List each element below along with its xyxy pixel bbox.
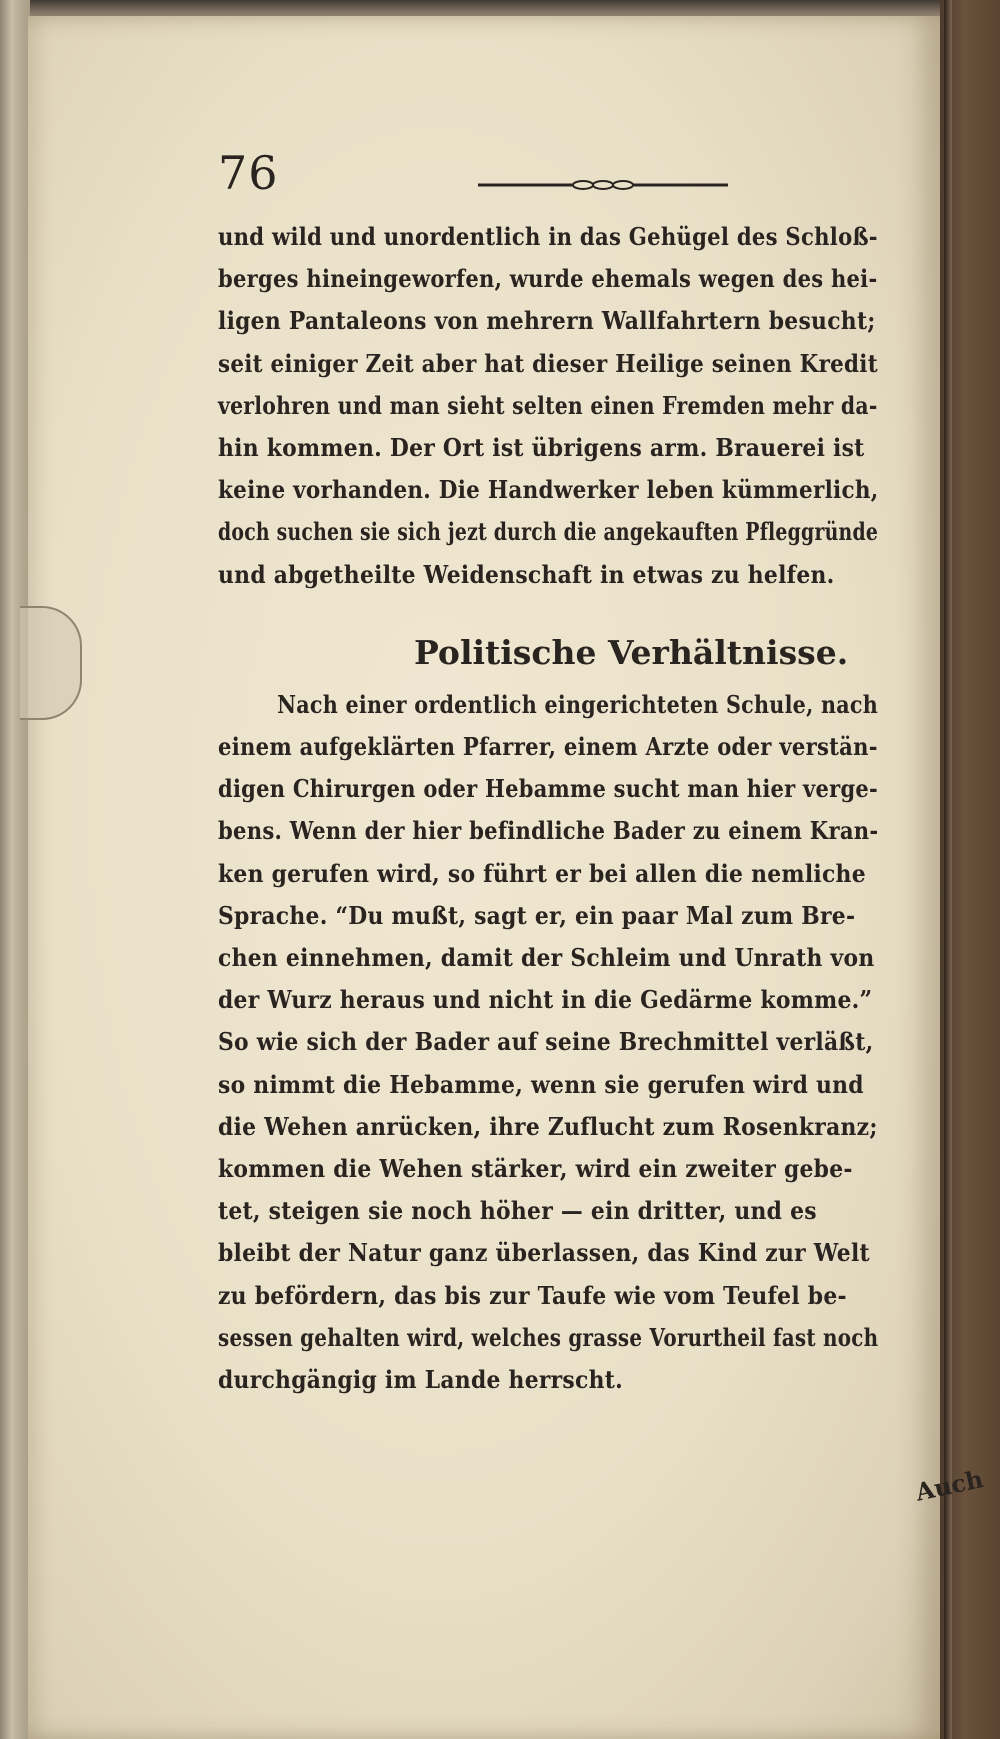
text-line: einem aufgeklärten Pfarrer, einem Arzte oder verstän- <box>218 732 878 762</box>
text-line: seit einiger Zeit aber hat dieser Heilige seinen Kredit <box>218 348 878 378</box>
text-line: verlohren und man sieht selten einen Fremden mehr da- <box>218 390 878 420</box>
paragraph-2 <box>218 684 958 1401</box>
paragraph-1 <box>218 216 958 596</box>
text-line: doch suchen sie sich jezt durch die angekauften Pfleggründe <box>218 517 879 547</box>
text-line: bleibt der Natur ganz überlassen, das Kind zur Welt <box>218 1238 870 1268</box>
text-line: chen einnehmen, damit der Schleim und Unrath von <box>218 943 875 973</box>
ornamental-rule <box>478 180 728 190</box>
section-heading: Politische Verhältnisse. <box>414 632 849 672</box>
text-line: so nimmt die Hebamme, wenn sie gerufen wird und <box>218 1069 864 1099</box>
text-line: die Wehen anrücken, ihre Zuflucht zum Rosenkranz; <box>218 1111 878 1141</box>
page-text-block <box>218 146 958 1401</box>
text-line: bens. Wenn der hier befindliche Bader zu einem Kran- <box>218 816 879 846</box>
text-line: zu befördern, das bis zur Taufe wie vom Teufel be- <box>218 1280 847 1310</box>
page-number: 76 <box>218 146 279 200</box>
text-line: und wild und unordentlich in das Gehügel des Schloß- <box>218 222 878 251</box>
book-page-edges <box>0 0 30 1739</box>
text-line: keine vorhanden. Die Handwerker leben kümmerlich, <box>218 475 879 505</box>
text-line: kommen die Wehen stärker, wird ein zweiter gebe- <box>218 1154 853 1184</box>
text-line: Nach einer ordentlich eingerichteten Schule, nach <box>277 689 879 719</box>
text-line: digen Chirurgen oder Hebamme sucht man hier verge- <box>218 774 878 804</box>
book-page <box>28 16 986 1739</box>
text-line: tet, steigen sie noch höher — ein dritter, und es <box>218 1196 817 1226</box>
page-tab-outline <box>20 606 82 720</box>
text-line: So wie sich der Bader auf seine Brechmittel verläßt, <box>218 1027 874 1057</box>
text-line: Sprache. “Du mußt, sagt er, ein paar Mal zum Bre- <box>218 900 856 930</box>
text-line: ligen Pantaleons von mehrern Wallfahrtern besucht; <box>218 306 876 336</box>
text-line: der Wurz heraus und nicht in die Gedärme komme.” <box>218 985 873 1015</box>
text-line: durchgängig im Lande herrscht. <box>218 1365 623 1395</box>
text-line: sessen gehalten wird, welches grasse Vorurtheil fast noch <box>218 1322 879 1352</box>
text-line: ken gerufen wird, so führt er bei allen die nemliche <box>218 858 866 888</box>
text-line: hin kommen. Der Ort ist übrigens arm. Brauerei ist <box>218 433 865 463</box>
catchword: Auch <box>912 1464 986 1507</box>
page-header <box>218 146 958 216</box>
text-line: und abgetheilte Weidenschaft in etwas zu helfen. <box>218 559 835 589</box>
text-line: berges hineingeworfen, wurde ehemals wegen des hei- <box>218 264 878 294</box>
